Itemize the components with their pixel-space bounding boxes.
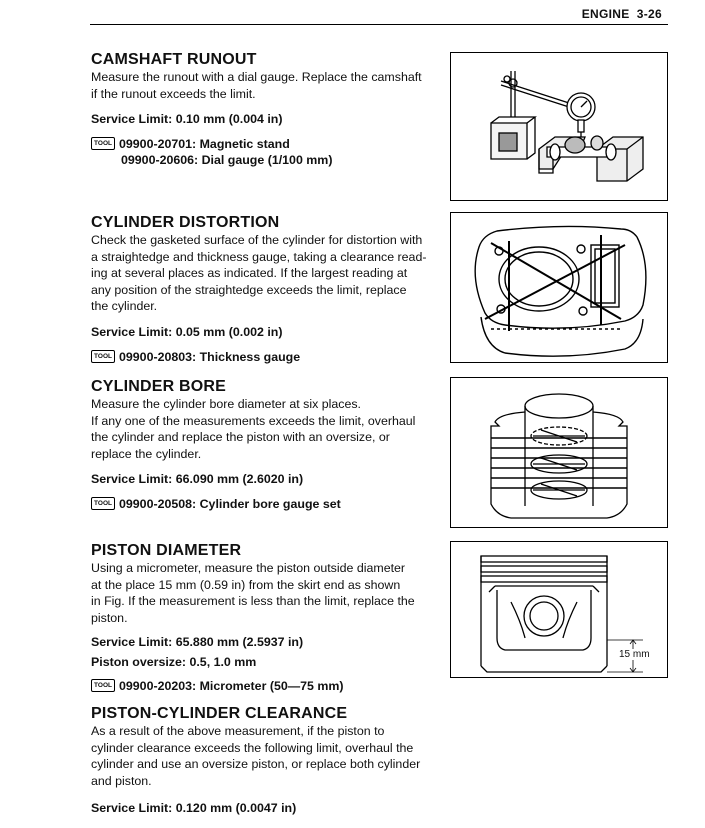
body-line: Measure the cylinder bore diameter at six places. — [91, 397, 361, 411]
body-line: the cylinder. — [91, 299, 158, 313]
body-line: if the runout exceeds the limit. — [91, 86, 256, 101]
section-piston-diameter — [91, 541, 436, 694]
body-line: If any one of the measurements exceeds the limit, overhaul — [91, 413, 416, 428]
section-title: CAMSHAFT RUNOUT — [91, 51, 257, 68]
section-piston-cylinder-clearance — [91, 704, 436, 816]
service-limit: Service Limit: 0.120 mm (0.0047 in) — [91, 801, 297, 815]
body-line: a straightedge and thickness gauge, taking a clearance read- — [91, 249, 427, 264]
tool-list — [91, 136, 436, 168]
figure-camshaft-runout — [450, 52, 668, 201]
service-limit: Service Limit: 65.880 mm (2.5937 in) — [91, 635, 304, 649]
body-line: any position of the straightedge exceeds the limit, replace — [91, 282, 407, 297]
body-line: ing at several places as indicated. If the largest reading at — [91, 266, 408, 280]
service-limit: Service Limit: 0.05 mm (0.002 in) — [91, 324, 283, 339]
service-limit: Service Limit: 66.090 mm (2.6020 in) — [91, 472, 304, 486]
header-title: ENGINE 3-26 — [581, 7, 662, 21]
tool-icon: TOOL — [91, 137, 115, 150]
piston-oversize: Piston oversize: 0.5, 1.0 mm — [91, 655, 257, 669]
body-line: the cylinder and replace the piston with an oversize, or — [91, 430, 390, 444]
section-body — [91, 560, 436, 626]
section-title: CYLINDER DISTORTION — [91, 214, 280, 231]
body-line: piston. — [91, 610, 128, 625]
body-line: and piston. — [91, 773, 152, 788]
tool-list — [91, 496, 436, 512]
body-line: cylinder and use an oversize piston, or replace both cylinder — [91, 757, 421, 771]
section-body — [91, 396, 436, 462]
tool-item: 09900-20606: Dial gauge (1/100 mm) — [121, 153, 333, 167]
figure-cylinder-bore — [450, 377, 668, 528]
tool-item: 09900-20508: Cylinder bore gauge set — [119, 497, 341, 511]
section-camshaft-runout — [91, 50, 436, 168]
tool-icon: TOOL — [91, 679, 115, 692]
body-line: Measure the runout with a dial gauge. Replace the camshaft — [91, 70, 422, 84]
section-cylinder-bore — [91, 377, 436, 512]
body-line: Using a micrometer, measure the piston outside diameter — [91, 561, 406, 575]
section-body — [91, 723, 436, 789]
section-title: PISTON DIAMETER — [91, 542, 242, 559]
body-line: in Fig. If the measurement is less than the limit, replace the — [91, 594, 415, 608]
figure-cylinder-distortion — [450, 212, 668, 363]
tool-icon: TOOL — [91, 497, 115, 510]
dimension-label: 15 mm — [619, 649, 650, 660]
section-body — [91, 232, 436, 315]
body-line: cylinder clearance exceeds the following limit, overhaul the — [91, 740, 414, 755]
service-limit: Service Limit: 0.10 mm (0.004 in) — [91, 112, 283, 126]
page-header — [90, 4, 668, 25]
body-line: at the place 15 mm (0.59 in) from the skirt end as shown — [91, 577, 401, 592]
section-title: CYLINDER BORE — [91, 378, 227, 395]
section-cylinder-distortion — [91, 213, 436, 365]
tool-item: 09900-20203: Micrometer (50—75 mm) — [119, 679, 344, 693]
figure-piston-diameter — [450, 541, 668, 678]
section-title: PISTON-CYLINDER CLEARANCE — [91, 705, 348, 722]
tool-icon: TOOL — [91, 350, 115, 363]
tool-item: 09900-20701: Magnetic stand — [119, 137, 290, 151]
body-line: Check the gasketed surface of the cylinder for distortion with — [91, 233, 423, 247]
section-body — [91, 69, 436, 102]
body-line: replace the cylinder. — [91, 446, 202, 461]
tool-list — [91, 678, 436, 694]
cylinder-bore-illustration — [451, 378, 667, 527]
camshaft-runout-illustration — [451, 53, 667, 200]
tool-item: 09900-20803: Thickness gauge — [119, 349, 301, 364]
tool-list — [91, 349, 436, 365]
cylinder-distortion-illustration — [451, 213, 667, 362]
body-line: As a result of the above measurement, if the piston to — [91, 724, 385, 738]
